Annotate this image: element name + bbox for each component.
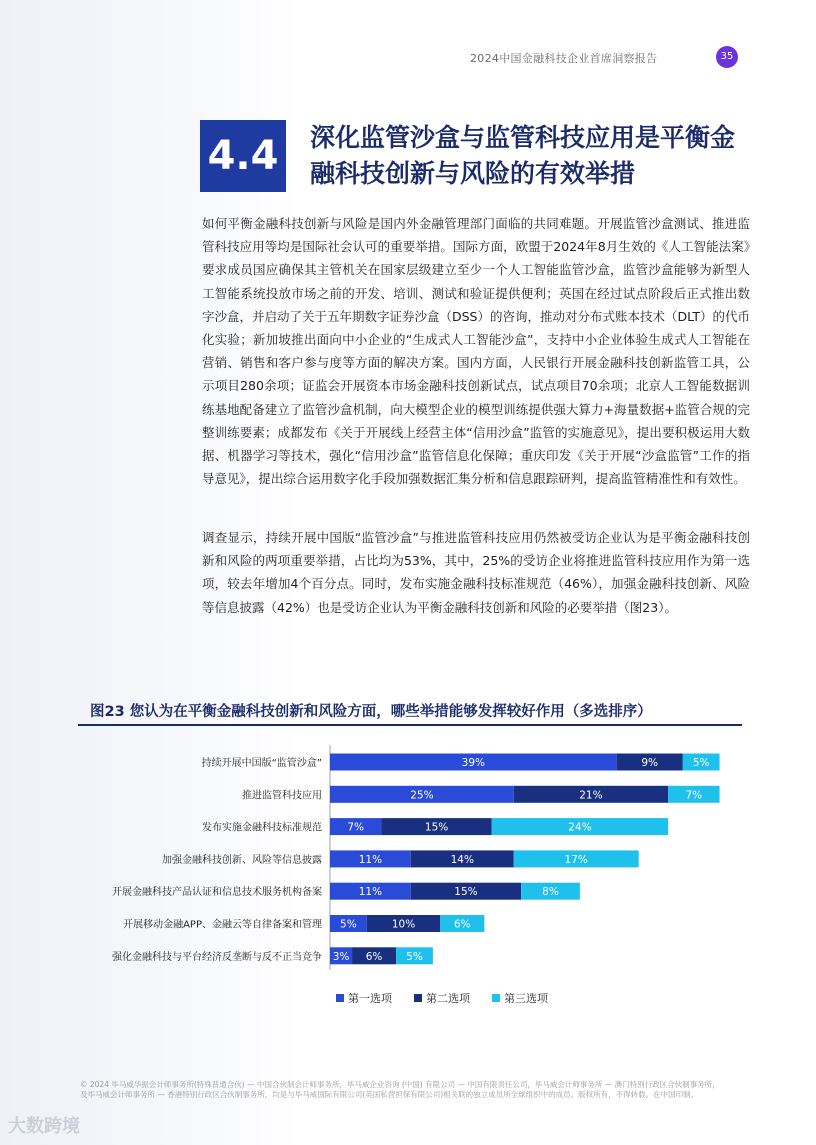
data-label: 9%	[641, 757, 659, 769]
data-label: 6%	[453, 918, 471, 931]
figure-title-rule	[78, 724, 742, 726]
data-label: 39%	[461, 757, 485, 769]
legend-label: 第二选项	[426, 992, 470, 1005]
data-label: 11%	[358, 886, 383, 899]
report-title: 2024中国金融科技企业首席洞察报告	[470, 52, 658, 65]
category-label: 推进监管科技应用	[242, 790, 322, 802]
category-label: 强化金融科技与平台经济反垄断与反不正当竞争	[112, 951, 322, 963]
legend-label: 第一选项	[348, 992, 392, 1005]
category-label: 持续开展中国版“监管沙盒”	[201, 758, 322, 769]
footer-copyright: © 2024 毕马威华振会计师事务所(特殊普通合伙) — 中国合伙制会计师事务所，毕马威企业咨询 (中国) 有限公司 — 中国有限责任公司，毕马威会计师事务所 — 澳门特别行政区合伙制事务所，及毕马威会计师事务所 — 香港特别行政区合伙制事务所，均是与毕马威国际有限公司(英国私营担保有限公司)相关联的独立成员所全球组织中的成员。版权所有，不得转载。在中国印制。	[80, 1080, 720, 1099]
data-label: 7%	[347, 821, 365, 834]
data-label: 15%	[424, 821, 449, 834]
stacked-bar-chart	[0, 740, 816, 1030]
figure-title: 图23 您认为在平衡金融科技创新和风险方面，哪些举措能够发挥较好作用（多选排序）	[90, 704, 652, 720]
data-label: 14%	[450, 853, 474, 866]
data-label: 5%	[692, 757, 710, 769]
data-label: 11%	[358, 853, 383, 866]
data-label: 21%	[579, 789, 603, 802]
body-paragraph: 调查显示，持续开展中国版“监管沙盒”与推进监管科技应用仍然被受访企业认为是平衡金融科技创新和风险的两项重要举措，占比均为53%，其中，25%的受访企业将推进监管科技应用作为第一选项，较去年增加4个百分点。同时，发布实施金融科技标准规范（46%），加强金融科技创新、风险等信息披露（42%）也是受访企业认为平衡金融科技创新和风险的必要举措（图23）。	[202, 530, 750, 615]
legend-label: 第三选项	[504, 992, 548, 1005]
category-label: 开展移动金融APP、金融云等自律备案和管理	[123, 919, 322, 931]
data-label: 5%	[340, 918, 357, 931]
legend-swatch	[336, 994, 344, 1002]
category-label: 开展金融科技产品认证和信息技术服务机构备案	[112, 887, 322, 899]
page-number-badge: 35	[716, 46, 738, 68]
data-label: 6%	[365, 950, 383, 963]
data-label: 17%	[564, 853, 588, 866]
data-label: 24%	[568, 821, 592, 834]
category-label: 加强金融科技创新、风险等信息披露	[162, 854, 322, 866]
category-label: 发布实施金融科技标准规范	[202, 822, 322, 834]
section-number: 4.4	[200, 120, 286, 192]
watermark-logo: 大数跨境	[8, 1116, 80, 1137]
data-label: 10%	[391, 918, 416, 931]
data-label: 5%	[406, 950, 423, 963]
data-label: 7%	[685, 789, 703, 802]
data-label: 8%	[542, 886, 559, 899]
data-label: 3%	[332, 950, 350, 963]
legend-swatch	[492, 994, 500, 1002]
data-label: 25%	[410, 789, 434, 802]
section-title: 深化监管沙盒与监管科技应用是平衡金融科技创新与风险的有效举措	[310, 123, 736, 188]
body-paragraph: 如何平衡金融科技创新与风险是国内外金融管理部门面临的共同难题。开展监管沙盒测试、推进监管科技应用等均是国际社会认可的重要举措。国际方面，欧盟于2024年8月生效的《人工智能法案》要求成员国应确保其主管机关在国家层级建立至少一个人工智能监管沙盒，监管沙盒能够为新型人工智能系统投放市场之前的开发、培训、测试和验证提供便利；英国在经过试点阶段后正式推出数字沙盒，并启动了关于五年期数字证券沙盒（DSS）的咨询，推动对分布式账本技术（DLT）的代币化实验；新加坡推出面向中小企业的“生成式人工智能沙盒”，支持中小企业体验生成式人工智能在营销、销售和客户参与度等方面的解决方案。国内方面，人民银行开展金融科技创新监管工具，公示项目280余项；证监会开展资本市场金融科技创新试点，试点项目70余项；北京人工智能数据训练基地配备建立了监管沙盒机制，向大模型企业的模型训练提供强大算力+海量数据+监管合规的完整训练要素；成都发布《关于开展线上经营主体“信用沙盒”监管的实施意见》，提出要积极运用大数据、机器学习等技术，强化“信用沙盒”监管信息化保障；重庆印发《关于开展“沙盒监管”工作的指导意见》，提出综合运用数字化手段加强数据汇集分析和信息跟踪研判，提高监管精准性和有效性。	[202, 216, 750, 487]
legend-swatch	[414, 994, 422, 1002]
data-label: 15%	[454, 886, 478, 899]
